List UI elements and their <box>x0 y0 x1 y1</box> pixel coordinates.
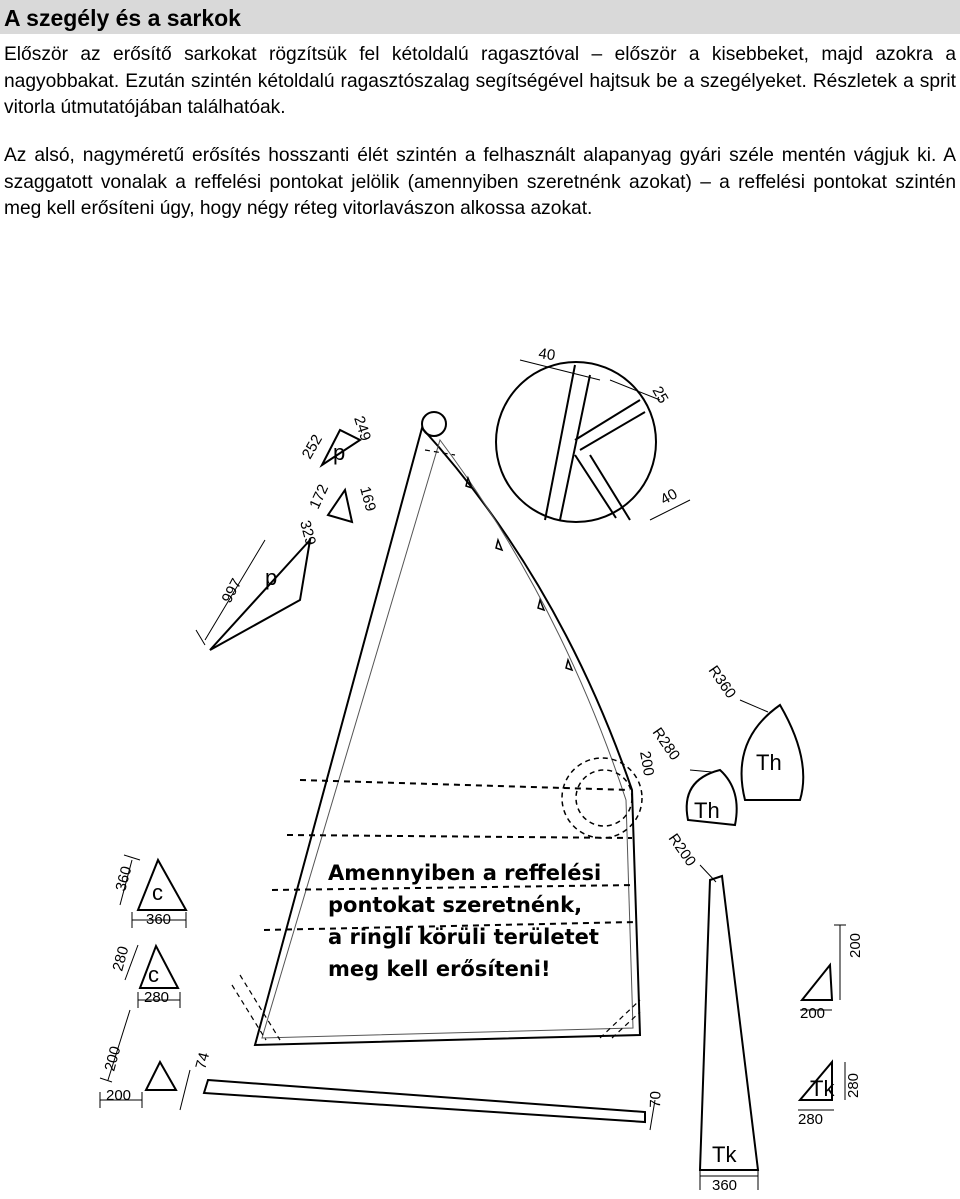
clew-reinforcement-inner <box>576 770 632 826</box>
dim-200-left-bottom: 200 <box>106 1087 132 1104</box>
dim-r280: R280 <box>648 724 684 764</box>
dim-40-bottom: 40 <box>657 485 681 509</box>
tk-strip <box>700 876 758 1170</box>
dim-280-right-bottom: 280 <box>798 1111 824 1128</box>
c-bottom-triangle <box>140 946 178 988</box>
reef-line-3 <box>272 885 636 890</box>
dim-c280-bottom: 280 <box>144 989 170 1006</box>
piece-label-p-large: p <box>265 565 278 590</box>
head-ring <box>422 412 446 436</box>
piece-label-c-top: c <box>152 880 163 905</box>
foot-strip <box>204 1080 645 1122</box>
piece-label-th-large: Th <box>756 750 782 775</box>
reef-note-line-3: a ringli körüli területet <box>328 925 599 949</box>
dim-172: 172 <box>306 481 333 512</box>
dim-200-right-bottom: 200 <box>800 1005 826 1022</box>
dim-249: 249 <box>350 413 375 444</box>
intro-paragraph: Először az erősítő sarkokat rögzítsük fel kétoldalú ragasztóval – először a kisebbeket, majd azokra a nagyobbakat. Ezután szintén kétoldalú ragasztószalag segítségével hajtsuk be a szegélyeket. Részletek a sprit vitorla útmutatójában találhatóak. <box>4 44 956 118</box>
dim-c280-side: 280 <box>109 944 133 974</box>
dim-c360-bottom: 360 <box>146 911 172 928</box>
dim-c360-side: 360 <box>112 864 136 894</box>
reef-note-line-2: pontokat szeretnénk, <box>328 893 583 917</box>
dim-74: 74 <box>192 1050 214 1072</box>
dim-200-mast: 200 <box>636 749 658 778</box>
foot-corner-dashes <box>600 1000 640 1038</box>
reef-line-1 <box>300 780 630 790</box>
reef-paragraph: Az alsó, nagyméretű erősítés hosszanti élét szintén a felhasznált alapanyag gyári széle mentén vágjuk ki. A szaggatott vonalak a reffelési pontokat jelölik (amennyiben szeretnénk azokat) – a reffelési pontokat szintén meg kell erősíteni úgy, hogy négy réteg vitorlavászon alkossa azokat. <box>4 145 956 219</box>
reef-line-2 <box>287 835 632 838</box>
p-mid-triangle <box>328 490 352 522</box>
corner-right-dims <box>800 925 846 1010</box>
luff-marks <box>466 478 572 670</box>
corner-small-triangle-left <box>146 1062 176 1090</box>
foot-strip-dim <box>180 1070 655 1130</box>
dim-r200: R200 <box>664 830 700 870</box>
dim-200-right-side: 200 <box>847 932 864 958</box>
dim-252: 252 <box>298 431 326 462</box>
piece-label-c-bottom: c <box>148 962 159 987</box>
dim-360-tk-bottom: 360 <box>712 1177 738 1194</box>
section-heading: A szegély és a sarkok <box>0 0 960 34</box>
piece-label-tk-small: Tk <box>810 1076 835 1101</box>
dim-70: 70 <box>647 1090 665 1109</box>
dim-200-left-side: 200 <box>101 1044 125 1074</box>
piece-label-p-small: p <box>333 440 346 465</box>
reef-note-line-4: meg kell erősíteni! <box>328 957 551 981</box>
dim-280-right-side: 280 <box>845 1072 862 1098</box>
dim-997: 997 <box>218 575 246 606</box>
corner-small-triangle-right <box>802 965 832 1000</box>
piece-label-tk-strip: Tk <box>712 1142 737 1167</box>
tack-corner-dashes <box>232 975 280 1040</box>
reef-note-line-1: Amennyiben a reffelési <box>328 861 602 885</box>
dim-169: 169 <box>356 484 380 514</box>
piece-label-th-small: Th <box>694 798 720 823</box>
dim-25: 25 <box>648 383 672 407</box>
dim-40-top: 40 <box>537 345 557 365</box>
dim-r360: R360 <box>704 662 740 702</box>
dim-329: 329 <box>296 518 320 548</box>
